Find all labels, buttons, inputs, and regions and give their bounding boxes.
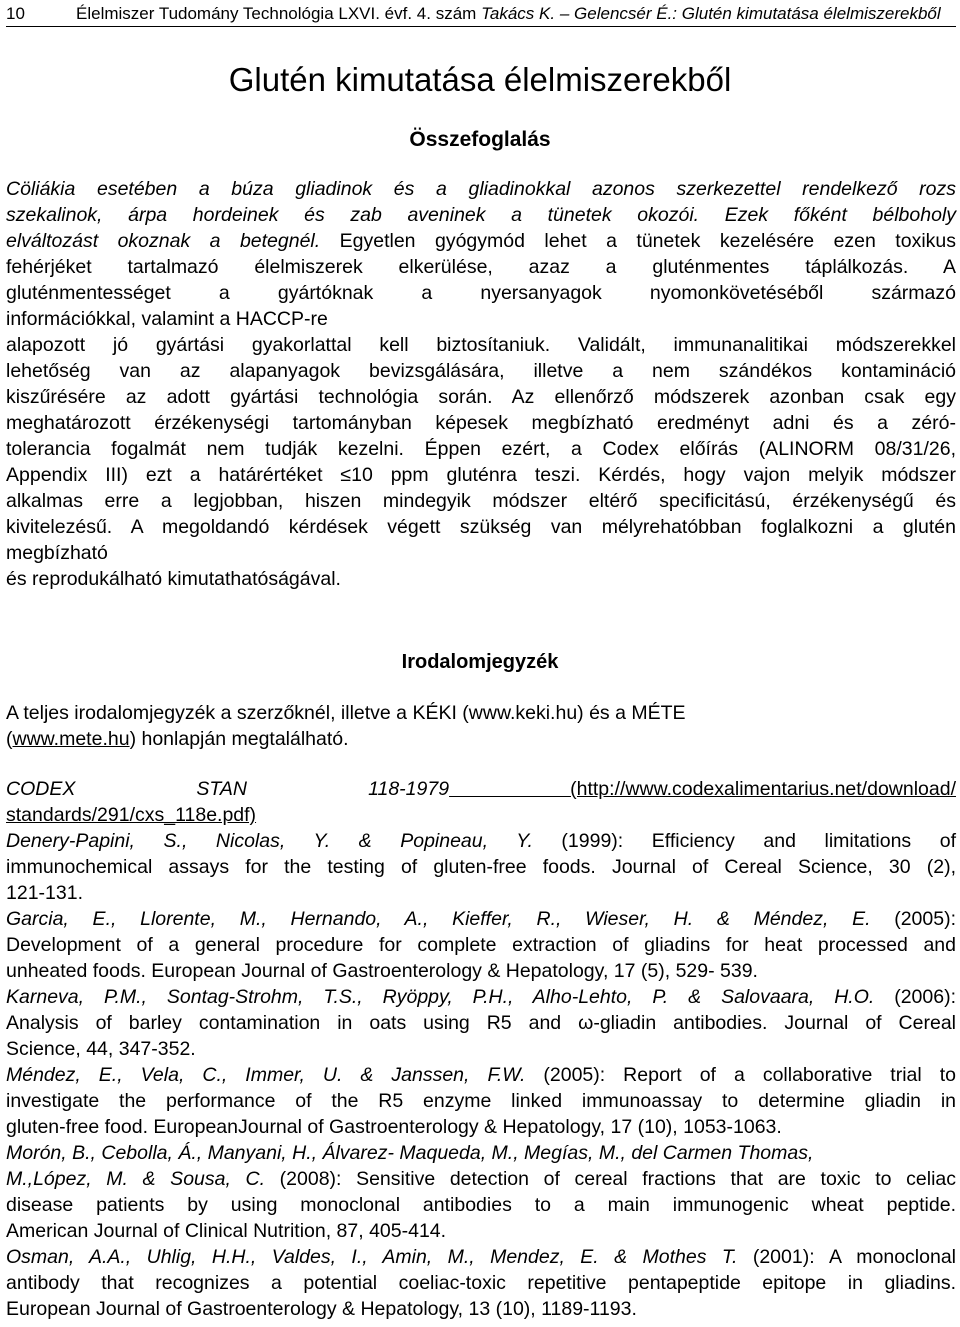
abstract-line: alapozott jó gyártási gyakorlattal kell biztosítaniuk. Validált, immunanalitikai módszerekkel [6, 334, 956, 356]
reference-authors: CODEX STAN 118-1979 [6, 778, 450, 800]
reference-line: Science, 44, 347-352. [6, 1038, 196, 1060]
reference-line [6, 906, 956, 932]
abstract-line: Cöliákia esetében a búza gliadinok és a gliadinokkal azonos szerkezettel rendelkező rozs [6, 178, 956, 200]
abstract-line: gluténmentességet a gyártóknak a nyersanyagok nyomonkövetéséből származó [6, 282, 956, 304]
references-heading: Irodalomjegyzék [401, 651, 559, 673]
reference-text: (2006): [874, 986, 956, 1008]
reference-line [6, 1244, 956, 1270]
abstract-line: tolerancia fogalmát nem tudják kezelni. Éppen ezért, a Codex előírás (ALINORM 08/31/26, [6, 438, 956, 460]
references-intro-rest: honlapján megtalálható. [136, 728, 349, 750]
abstract-line: kivitelezésű. A megoldandó kérdések végett szükség van mélyrehatóbban foglalkozni a glutén [6, 516, 956, 538]
abstract-line: és reprodukálható kimutathatóságával. [6, 568, 341, 590]
reference-line: immunochemical assays for the testing of gluten-free foods. Journal of Cereal Science, 30 (2), [6, 856, 956, 878]
header-dash: – [559, 4, 570, 23]
reference-authors: Denery-Papini, S., Nicolas, Y. & Popineau, Y. [6, 830, 533, 852]
abstract-line: alkalmas erre a legjobban, hiszen mindegyik módszer eltérő specificitású, érzékenységű és [6, 490, 956, 512]
reference-line: American Journal of Clinical Nutrition, 87, 405-414. [6, 1220, 447, 1242]
reference-line: gluten-free food. EuropeanJournal of Gastroenterology & Hepatology, 17 (10), 1053-1063. [6, 1116, 782, 1138]
reference-item [6, 776, 956, 828]
running-title: : Glutén kimutatása élelmiszerekből [672, 4, 941, 23]
reference-item [6, 1140, 956, 1166]
reference-line: unheated foods. European Journal of Gastroenterology & Hepatology, 17 (5), 529- 539. [6, 960, 758, 982]
reference-item [6, 984, 956, 1062]
references-intro-line: (www.mete.hu) honlapján megtalálható. [6, 728, 349, 750]
abstract-line: meghatározott érzékenységi tartományban képesek megbízható eredményt adni és a zéró- [6, 412, 956, 434]
reference-authors: Garcia, E., Llorente, M., Hernando, A., Kieffer, R., Wieser, H. & Méndez, E. [6, 908, 871, 930]
abstract-line: fehérjéket tartalmazó élelmiszerek elkerülése, azaz a gluténmentes táplálkozás. A [6, 256, 956, 278]
reference-item [6, 1244, 956, 1322]
abstract-line-upright-part: Egyetlen gyógymód lehet a tünetek kezelésére ezen toxikus [339, 230, 956, 252]
reference-line: investigate the performance of the R5 enzyme linked immunoassay to determine gliadin in [6, 1090, 956, 1112]
reference-line [6, 984, 956, 1010]
reference-line: antibody that recognizes a potential coeliac-toxic repetitive pentapeptide epitope in gliadins. [6, 1272, 956, 1294]
reference-line: 121-131. [6, 882, 83, 904]
abstract-line: kiszűrésére az adott gyártási technológia során. Az ellenőrző módszerek azonban csak egy [6, 386, 956, 408]
reference-text: (2005): Report of a collaborative trial to [525, 1064, 956, 1086]
abstract-line [6, 228, 956, 254]
reference-line: Analysis of barley contamination in oats using R5 and ω-gliadin antibodies. Journal of Cereal [6, 1012, 956, 1034]
references-intro [6, 700, 956, 752]
reference-authors: Karneva, P.M., Sontag-Strohm, T.S., Ryöppy, P.H., Alho-Lehto, P. & Salovaara, H.O. [6, 986, 875, 1008]
abstract-line: információkkal, valamint a HACCP-re [6, 308, 328, 330]
abstract-line: szekalinok, árpa hordeinek és zab aveninek a tünetek okozói. Ezek főként bélboholy [6, 204, 956, 226]
reference-text: (2001): A monoclonal [737, 1246, 957, 1268]
abstract-heading: Összefoglalás [409, 128, 551, 151]
reference-authors: Méndez, E., Vela, C., Immer, U. & Janssen, F.W. [6, 1064, 526, 1086]
running-header [6, 2, 956, 26]
reference-line: disease patients by using monoclonal antibodies to a main immunogenic wheat peptide. [6, 1194, 956, 1216]
mete-link[interactable]: www.mete.hu [12, 728, 130, 750]
abstract-line: megbízható [6, 542, 108, 564]
header-author-2: Gelencsér É. [574, 4, 673, 23]
reference-authors: Morón, B., Cebolla, Á., Manyani, H., Álvarez- Maqueda, M., Megías, M., del Carmen Thomas, [6, 1142, 814, 1164]
abstract-line-italic-part: elváltozást okoznak a betegnél. [6, 230, 340, 252]
reference-text: (2005): [870, 908, 956, 930]
references-intro-line: A teljes irodalomjegyzék a szerzőknél, illetve a KÉKI (www.keki.hu) és a MÉTE [6, 702, 686, 724]
reference-item [6, 906, 956, 984]
reference-line [6, 1140, 956, 1166]
abstract-line: Appendix III) ezt a határértéket ≤10 ppm gluténra teszi. Kérdés, hogy vajon melyik módszer [6, 464, 956, 486]
reference-authors: M.,López, M. & Sousa, C. [6, 1168, 266, 1190]
header-author-1: Takács K. [481, 4, 556, 23]
reference-line[interactable]: standards/291/cxs_118e.pdf) [6, 804, 257, 826]
reference-line [6, 1062, 956, 1088]
reference-authors: Osman, A.A., Uhlig, H.H., Valdes, I., Amin, M., Mendez, E. & Mothes T. [6, 1246, 738, 1268]
article-title: Glutén kimutatása élelmiszerekből [228, 61, 732, 98]
abstract-body [6, 176, 956, 592]
reference-item [6, 1166, 956, 1244]
reference-line: Development of a general procedure for complete extraction of gliadins for heat processed and [6, 934, 956, 956]
reference-item [6, 828, 956, 906]
reference-item [6, 1062, 956, 1140]
reference-line [6, 1166, 956, 1192]
reference-line: European Journal of Gastroenterology & Hepatology, 13 (10), 1189-1193. [6, 1298, 637, 1320]
reference-url[interactable]: (http://www.codexalimentarius.net/download/ [449, 778, 956, 800]
page-number: 10 [6, 4, 25, 23]
reference-text: (2008): Sensitive detection of cereal fractions that are toxic to celiac [265, 1168, 956, 1190]
reference-line [6, 828, 956, 854]
journal-name: Élelmiszer Tudomány Technológia LXVI. évf. 4. szám [76, 4, 477, 23]
reference-line [6, 776, 956, 802]
header-rule [6, 26, 956, 27]
reference-text: (1999): Efficiency and limitations of [532, 830, 956, 852]
reference-list [6, 776, 956, 1322]
abstract-line: lehetőség van az alapanyagok bevizsgálására, illetve a nem szándékos kontamináció [6, 360, 956, 382]
